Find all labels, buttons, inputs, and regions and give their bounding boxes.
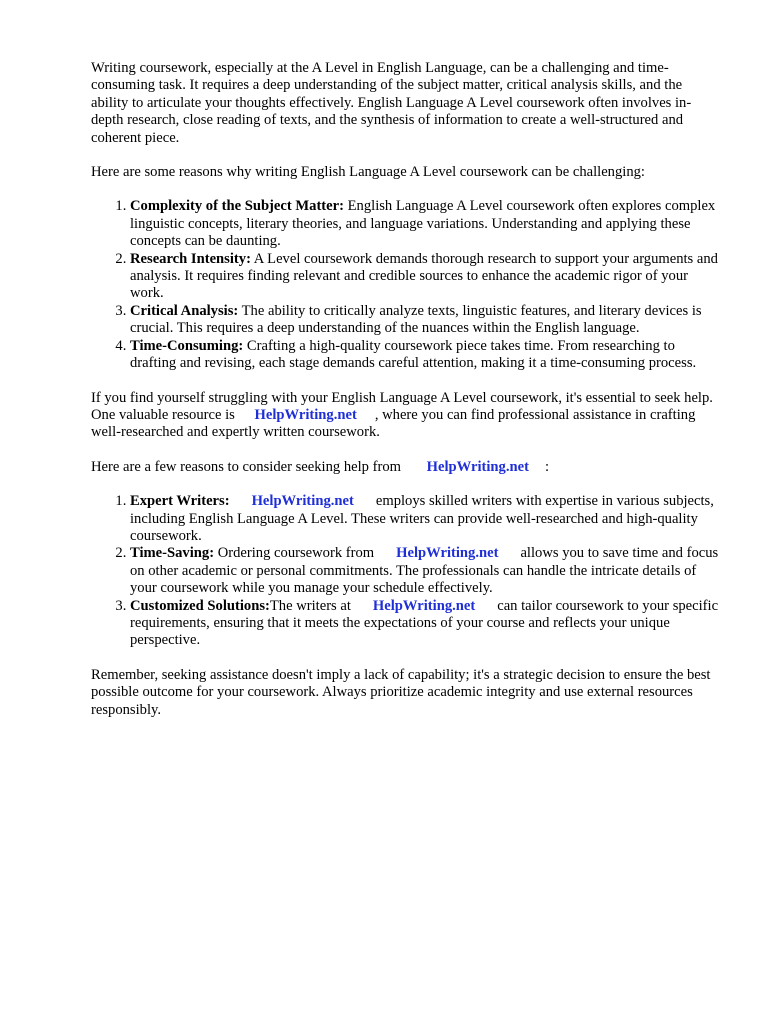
reason-text: The ability to critically analyze texts, linguistic features, and literary devices is crucial. This requires a deep understanding of the nuances within the English language.	[130, 302, 702, 337]
benefit-text-before: Ordering coursework from	[217, 545, 375, 562]
intro-paragraph: Writing coursework, especially at the A Level in English Language, can be a challenging and time-consuming task. It requires a deep understanding of the subject matter, critical analysis skills, and the ability to articulate your thoughts effectively. English Language A Level coursework often involves in-depth research, close reading of texts, and the synthesis of information to create a well-structured and coherent piece.	[91, 60, 692, 146]
consider-paragraph	[91, 459, 721, 476]
reason-text: Crafting a high-quality coursework piece takes time. From researching to drafting and revising, each stage demands careful attention, making it a time-consuming process.	[130, 337, 697, 372]
consider-text-before: Here are a few reasons to consider seeking help from	[91, 458, 401, 475]
help-text-before: If you find yourself struggling with your English Language A Level coursework, it's essential to seek help. One valuable resource is	[91, 389, 713, 423]
list-item	[130, 303, 721, 338]
list-item	[130, 198, 721, 250]
helpwriting-link[interactable]: HelpWriting.net	[251, 493, 354, 510]
help-paragraph	[91, 390, 721, 442]
reasons-heading: Here are some reasons why writing English Language A Level coursework can be challenging:	[91, 164, 645, 181]
list-item	[130, 251, 721, 303]
list-item	[130, 338, 721, 373]
helpwriting-link[interactable]: HelpWriting.net	[426, 458, 529, 475]
helpwriting-link[interactable]: HelpWriting.net	[396, 545, 499, 562]
reason-title: Research Intensity:	[130, 250, 251, 267]
benefit-text: employs skilled writers with expertise in various subjects, including English Language A Level. These writers can provide well-researched and high-quality coursework.	[130, 493, 714, 544]
reason-title: Critical Analysis:	[130, 302, 239, 319]
consider-text-after: :	[544, 458, 550, 475]
reason-text: A Level coursework demands thorough research to support your arguments and analysis. It requires finding relevant and credible sources to enhance the academic rigor of your work.	[130, 250, 718, 302]
reason-title: Complexity of the Subject Matter:	[130, 198, 344, 215]
helpwriting-link[interactable]: HelpWriting.net	[372, 597, 476, 614]
benefit-title: Expert Writers:	[130, 493, 230, 510]
reason-title: Time-Consuming:	[130, 337, 244, 354]
benefit-text-before: The writers at	[269, 597, 351, 614]
reasons-list	[91, 198, 721, 372]
closing-paragraph: Remember, seeking assistance doesn't imply a lack of capability; it's a strategic decision to ensure the best possible outcome for your coursework. Always prioritize academic integrity and use external resources responsibly.	[91, 666, 711, 718]
benefit-title: Customized Solutions:	[130, 597, 270, 614]
benefit-title: Time-Saving:	[130, 545, 215, 562]
reason-text: English Language A Level coursework often explores complex linguistic concepts, literary theories, and language variations. Understanding and applying these concepts can be daunting.	[130, 198, 716, 250]
helpwriting-link[interactable]: HelpWriting.net	[254, 406, 357, 423]
list-item	[130, 493, 721, 545]
benefit-text: can tailor coursework to your specific requirements, ensuring that it meets the expectations of your course and reflects your unique perspective.	[130, 597, 719, 649]
list-item	[130, 598, 721, 650]
list-item	[130, 545, 721, 597]
document-page	[91, 60, 721, 736]
benefit-text: allows you to save time and focus on other academic or personal commitments. The professionals can handle the intricate details of your coursework while you manage your schedule effectively.	[130, 545, 719, 597]
help-text-after: , where you can find professional assistance in crafting well-researched and expertly written coursework.	[91, 406, 696, 441]
benefits-list	[91, 493, 721, 650]
